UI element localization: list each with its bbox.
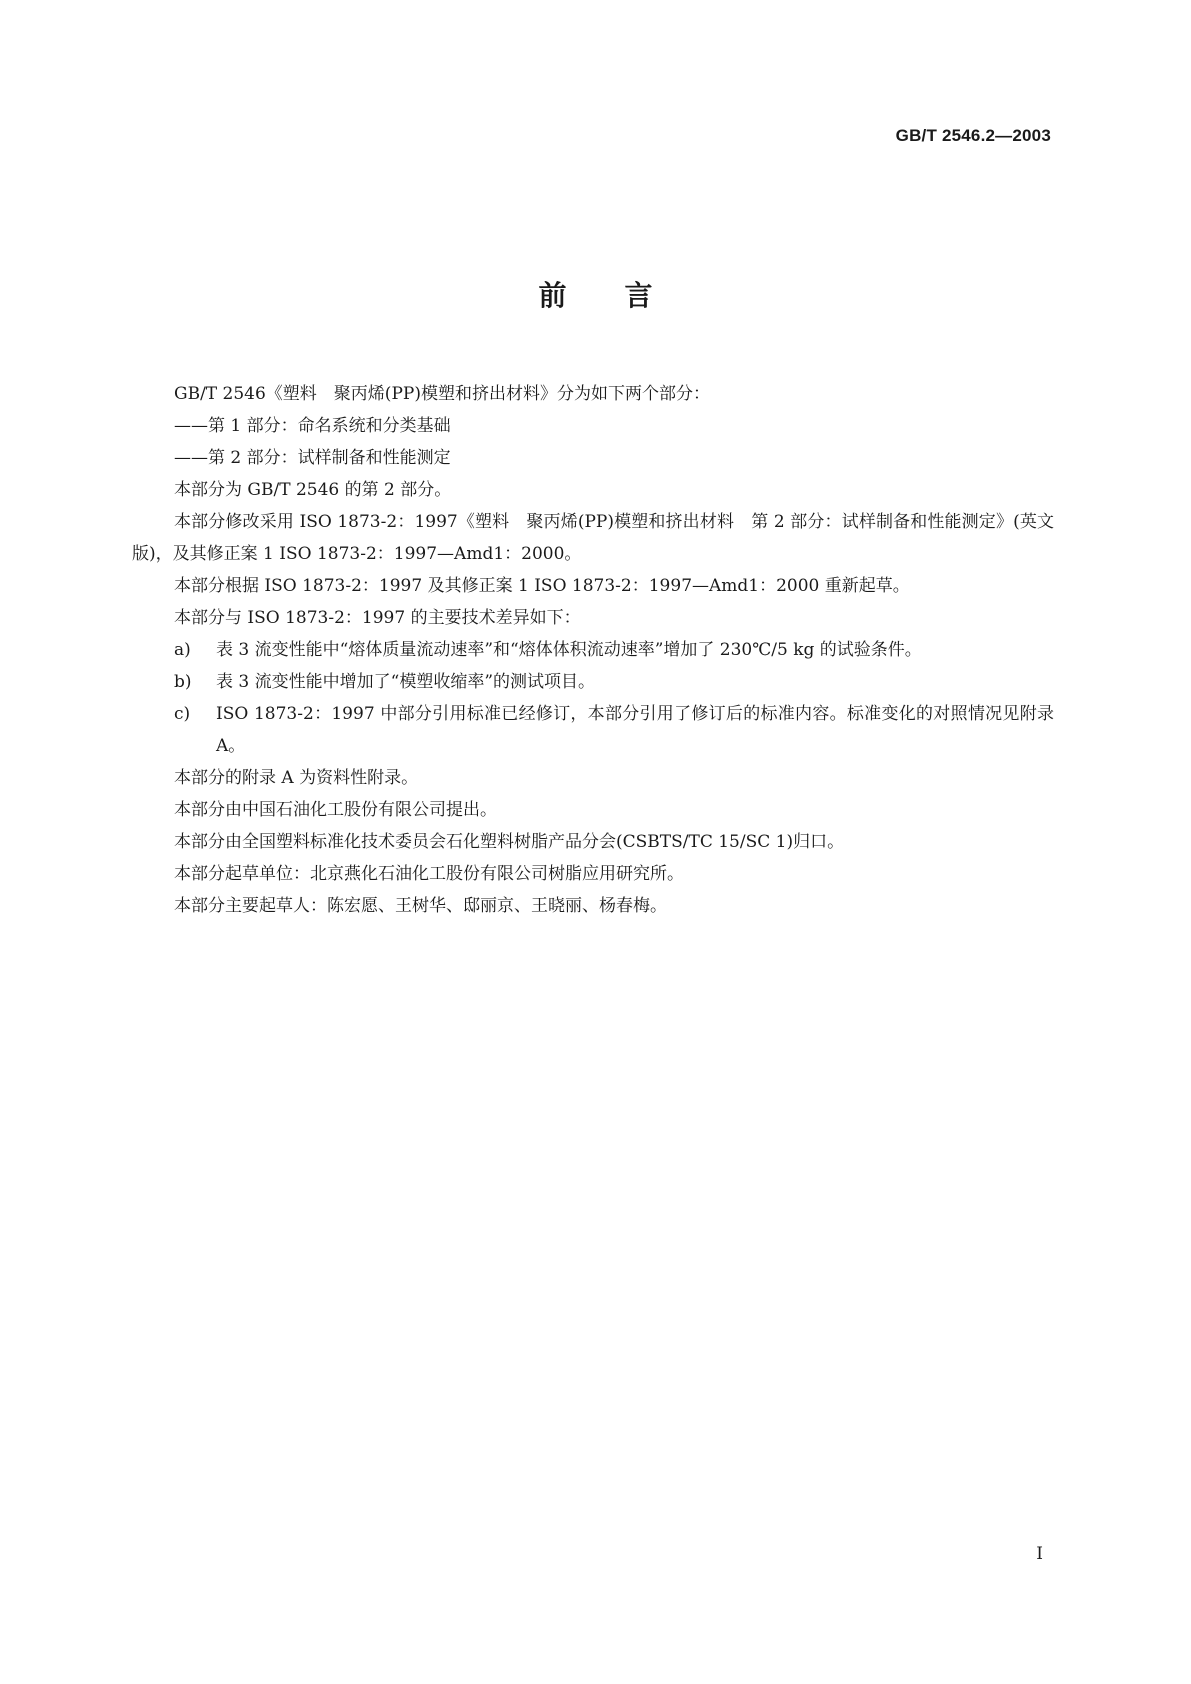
paragraph-drafters: 本部分主要起草人：陈宏愿、王树华、邸丽京、王晓丽、杨春梅。 <box>174 896 667 916</box>
page-number: I <box>1036 1544 1043 1564</box>
item-text: 表 3 流变性能中“熔体质量流动速率”和“熔体体积流动速率”增加了 230℃/5 kg 的试验条件。 <box>216 640 922 660</box>
paragraph-redraft: 本部分根据 ISO 1873-2：1997 及其修正案 1 ISO 1873-2：1997—Amd1：2000 重新起草。 <box>174 576 910 596</box>
item-text: ISO 1873-2：1997 中部分引用标准已经修订，本部分引用了修订后的标准内容。标准变化的对照情况见附录 A。 <box>216 704 1054 756</box>
paragraph-differences-intro: 本部分与 ISO 1873-2：1997 的主要技术差异如下： <box>174 608 581 628</box>
paragraph-part-2: ——第 2 部分：试样制备和性能测定 <box>174 448 451 468</box>
paragraph-proposer: 本部分由中国石油化工股份有限公司提出。 <box>174 800 497 820</box>
item-marker: c) <box>174 704 191 724</box>
foreword-body <box>132 378 1054 922</box>
paragraph-annex: 本部分的附录 A 为资料性附录。 <box>174 768 419 788</box>
difference-item <box>132 698 1054 762</box>
paragraph-parts-intro: GB/T 2546《塑料 聚丙烯(PP)模塑和挤出材料》分为如下两个部分： <box>174 384 710 404</box>
standard-number: GB/T 2546.2—2003 <box>895 126 1051 145</box>
difference-item <box>132 634 1054 666</box>
item-marker: a) <box>174 640 191 660</box>
paragraph-modification: 本部分修改采用 ISO 1873-2：1997《塑料 聚丙烯(PP)模塑和挤出材料 第 2 部分：试样制备和性能测定》(英文版)，及其修正案 1 ISO 1873-2：1997—Amd1：2000。 <box>132 512 1054 564</box>
paragraph-part-1: ——第 1 部分：命名系统和分类基础 <box>174 416 451 436</box>
difference-item <box>132 666 1054 698</box>
paragraph-committee: 本部分由全国塑料标准化技术委员会石化塑料树脂产品分会(CSBTS/TC 15/SC 1)归口。 <box>174 832 845 852</box>
page-title: 前言 <box>538 279 711 312</box>
item-marker: b) <box>174 672 192 692</box>
paragraph-this-part: 本部分为 GB/T 2546 的第 2 部分。 <box>174 480 452 500</box>
paragraph-drafting-unit: 本部分起草单位：北京燕化石油化工股份有限公司树脂应用研究所。 <box>174 864 684 884</box>
item-text: 表 3 流变性能中增加了“模塑收缩率”的测试项目。 <box>216 672 596 692</box>
